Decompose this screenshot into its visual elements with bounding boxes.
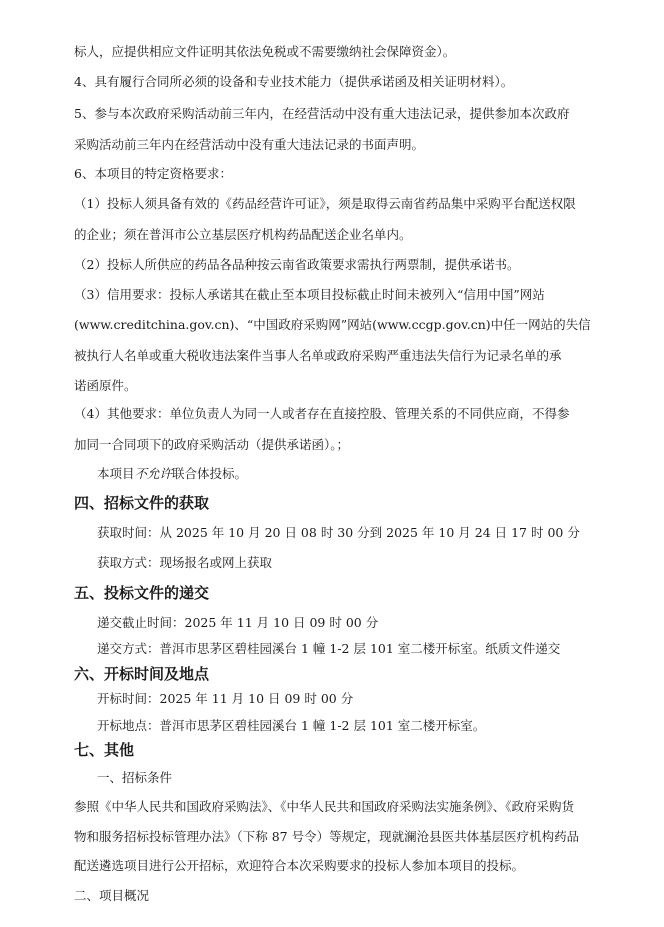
section-heading-7: 七、其他 — [74, 741, 135, 759]
subheading: 二、项目概况 — [74, 888, 150, 903]
text-line: 采购活动前三年内在经营活动中没有重大违法记录的书面声明。 — [74, 137, 425, 152]
text-line: 加同一合同项下的政府采购活动（提供承诺函）。； — [74, 437, 350, 452]
consortium-line — [97, 465, 247, 483]
subheading: 一、招标条件 — [97, 770, 173, 785]
text-line: 的企业；须在普洱市公立基层医疗机构药品配送企业名单内。 — [74, 227, 412, 242]
text-line: 5、参与本次政府采购活动前三年内，在经营活动中没有重大违法记录，提供参加本次政府 — [74, 106, 570, 121]
text-line: 诺函原件。 — [74, 378, 137, 393]
consortium-prefix: 本项目 — [97, 466, 135, 481]
text-line: 标人，应提供相应文件证明其依法免税或不需要缴纳社会保障资金）。 — [74, 44, 456, 59]
text-line: 递交截止时间：2025 年 11 月 10 日 09 时 00 分 — [97, 615, 379, 630]
text-line: 获取时间：从 2025 年 10 月 20 日 08 时 30 分到 2025 年 10 月 24 日 17 时 00 分 — [97, 525, 580, 540]
section-heading-5: 五、投标文件的递交 — [74, 584, 210, 602]
consortium-suffix: 联合体投标。 — [172, 466, 248, 481]
text-line: (www.creditchina.gov.cn)、“中国政府采购网”网站(www.ccgp.gov.cn)中任一网站的失信 — [74, 317, 591, 332]
text-line: 开标时间：2025 年 11 月 10 日 09 时 00 分 — [97, 691, 354, 706]
text-line: （3）信用要求：投标人承诺其在截止至本项目投标截止时间未被列入“信用中国”网站 — [74, 287, 545, 302]
text-line: 参照《中华人民共和国政府采购法》、《中华人民共和国政府采购法实施条例》、《政府采购货 — [74, 799, 575, 814]
text-line: （4）其他要求：单位负责人为同一人或者存在直接控股、管理关系的不同供应商，不得参 — [74, 406, 570, 421]
section-heading-6: 六、开标时间及地点 — [74, 665, 210, 683]
text-line: 配送遴选项目进行公开招标，欢迎符合本次采购要求的投标人参加本项目的投标。 — [74, 858, 525, 873]
text-line: 开标地点：普洱市思茅区碧桂园溪台 1 幢 1-2 层 101 室二楼开标室。 — [97, 718, 486, 733]
text-line: （2）投标人所供应的药品各品种按云南省政策要求需执行两票制，提供承诺书。 — [74, 257, 520, 272]
text-line: 4、具有履行合同所必须的设备和专业技术能力（提供承诺函及相关证明材料）。 — [74, 74, 514, 89]
text-line: 物和服务招标投标管理办法》（下称 87 号令）等规定，现就澜沧县医共体基层医疗机构药品 — [74, 829, 580, 844]
text-line: （1）投标人须具备有效的《药品经营许可证》，须是取得云南省药品集中采购平台配送权限 — [74, 196, 576, 211]
section-heading-4: 四、招标文件的获取 — [74, 494, 210, 512]
consortium-emphasis: 不允许 — [134, 466, 173, 481]
text-line: 被执行人名单或重大税收违法案件当事人名单或政府采购严重违法失信行为记录名单的承 — [74, 348, 562, 363]
text-line: 获取方式：现场报名或网上获取 — [97, 555, 273, 570]
text-line: 递交方式：普洱市思茅区碧桂园溪台 1 幢 1-2 层 101 室二楼开标室。纸质文件递交 — [97, 641, 561, 656]
text-line: 6、本项目的特定资格要求： — [74, 166, 232, 181]
